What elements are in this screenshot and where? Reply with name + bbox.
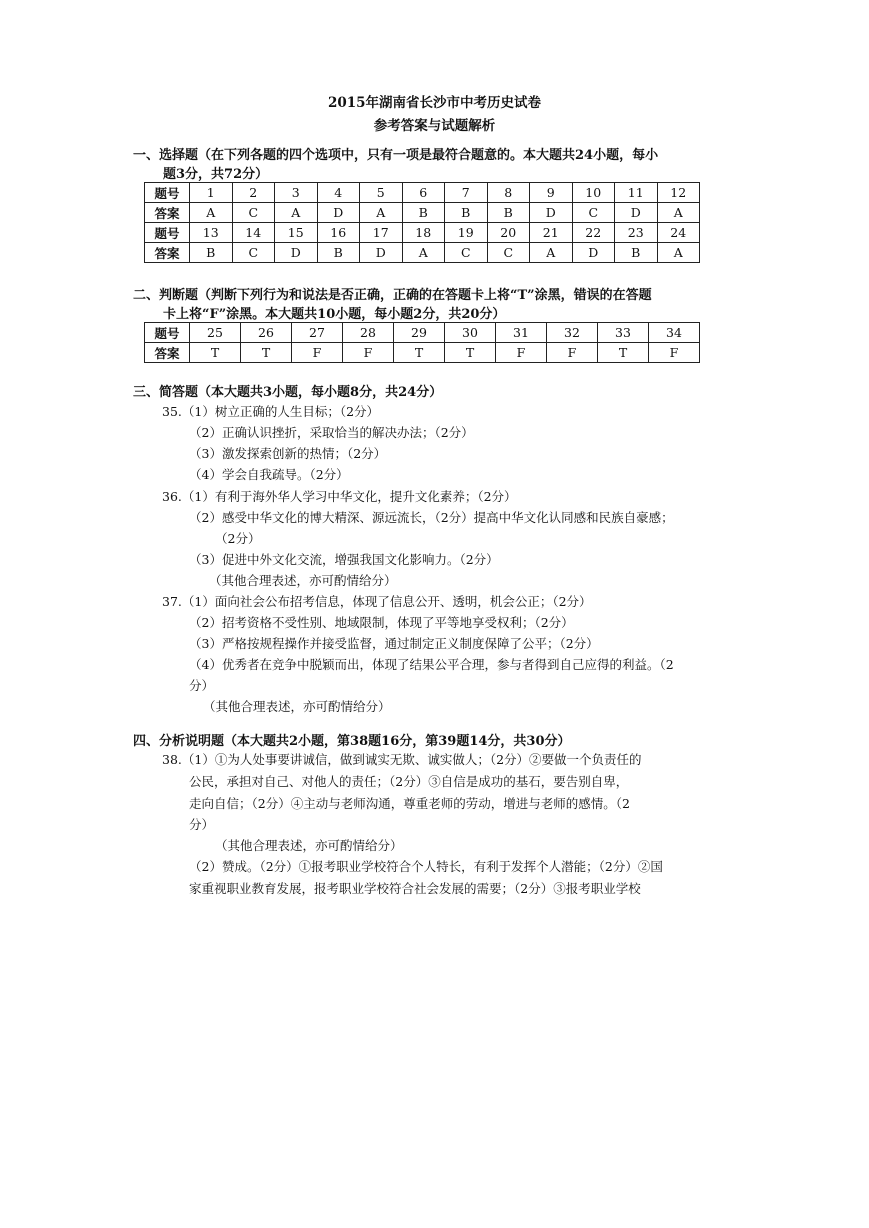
table-cell: 13 <box>190 223 233 243</box>
table-cell: C <box>232 203 275 223</box>
section2-answer-table <box>144 322 700 363</box>
answer-line: 37.（1）面向社会公布招考信息，体现了信息公开、透明，机会公正；（2分） <box>162 594 592 609</box>
section1-answer-table <box>144 182 700 263</box>
table-cell: 1 <box>190 183 233 203</box>
answer-line: 38.（1）①为人处事要讲诚信，做到诚实无欺、诚实做人；（2分）②要做一个负责任的 <box>162 752 642 767</box>
document-title: 2015年湖南省长沙市中考历史试卷 <box>327 95 542 111</box>
table-cell: C <box>572 203 615 223</box>
table-cell: A <box>657 243 700 263</box>
table-row <box>145 343 700 363</box>
answer-note: （其他合理表述，亦可酌情给分） <box>215 838 403 853</box>
table-cell: C <box>445 243 488 263</box>
table-cell: 16 <box>317 223 360 243</box>
row-label: 答案 <box>145 243 190 263</box>
document-subtitle: 参考答案与试题解析 <box>373 118 496 134</box>
table-cell: C <box>487 243 530 263</box>
table-cell: 8 <box>487 183 530 203</box>
row-label: 题号 <box>145 183 190 203</box>
table-cell: 2 <box>232 183 275 203</box>
table-row <box>145 203 700 223</box>
table-cell: 6 <box>402 183 445 203</box>
table-cell: 22 <box>572 223 615 243</box>
table-cell: T <box>241 343 292 363</box>
table-cell: 33 <box>598 323 649 343</box>
row-label: 题号 <box>145 223 190 243</box>
table-cell: 19 <box>445 223 488 243</box>
section3-desc: （本大题共3小题，每小题8分，共24分） <box>198 385 443 400</box>
row-label: 答案 <box>145 203 190 223</box>
table-cell: 23 <box>615 223 658 243</box>
table-cell: 4 <box>317 183 360 203</box>
answer-note: （其他合理表述，亦可酌情给分） <box>203 699 391 714</box>
answer-line: （2分） <box>215 531 261 546</box>
table-cell: B <box>317 243 360 263</box>
section4-desc: （本大题共2小题，第38题16分，第39题14分，共30分） <box>224 734 571 749</box>
table-cell: 26 <box>241 323 292 343</box>
table-cell: F <box>343 343 394 363</box>
table-cell: 25 <box>190 323 241 343</box>
table-cell: 21 <box>530 223 573 243</box>
table-cell: A <box>275 203 318 223</box>
table-cell: D <box>530 203 573 223</box>
section3-heading <box>133 381 442 400</box>
section3-title: 三、简答题 <box>133 385 199 400</box>
section1-desc-line1: （在下列各题的四个选项中，只有一项是最符合题意的。本大题共24小题，每小 <box>198 148 659 163</box>
table-cell: B <box>445 203 488 223</box>
answer-line: 36.（1）有利于海外华人学习中华文化，提升文化素养；（2分） <box>162 489 517 504</box>
table-cell: 7 <box>445 183 488 203</box>
table-cell: 24 <box>657 223 700 243</box>
table-cell: A <box>360 203 403 223</box>
table-cell: D <box>572 243 615 263</box>
answer-line: 分） <box>189 678 215 693</box>
answer-line: （2）招考资格不受性别、地域限制，体现了平等地享受权利；（2分） <box>189 615 574 630</box>
table-cell: C <box>232 243 275 263</box>
answer-line: （3）促进中外文化交流，增强我国文化影响力。（2分） <box>189 552 499 567</box>
table-cell: T <box>445 343 496 363</box>
table-cell: 5 <box>360 183 403 203</box>
answer-line: （2）感受中华文化的博大精深、源远流长，（2分）提高中华文化认同感和民族自豪感； <box>189 510 674 525</box>
table-cell: B <box>402 203 445 223</box>
section1-title: 一、选择题 <box>133 148 199 163</box>
section2-desc-line2: 卡上将“F”涂黑。本大题共10小题，每小题2分，共20分） <box>163 307 506 322</box>
table-cell: 29 <box>394 323 445 343</box>
answer-line: （2）赞成。（2分）①报考职业学校符合个人特长，有利于发挥个人潜能；（2分）②国 <box>189 859 663 874</box>
table-cell: 20 <box>487 223 530 243</box>
table-cell: T <box>394 343 445 363</box>
table-cell: 31 <box>496 323 547 343</box>
table-cell: 3 <box>275 183 318 203</box>
table-cell: 14 <box>232 223 275 243</box>
table-cell: 15 <box>275 223 318 243</box>
answer-line: （4）优秀者在竞争中脱颖而出，体现了结果公平合理，参与者得到自己应得的利益。（2 <box>189 657 674 672</box>
answer-line: （3）严格按规程操作并接受监督，通过制定正义制度保障了公平；（2分） <box>189 636 599 651</box>
table-cell: 17 <box>360 223 403 243</box>
table-cell: 34 <box>649 323 700 343</box>
section1-desc-line2: 题3分，共72分） <box>163 167 269 182</box>
answer-line: （2）正确认识挫折，采取恰当的解决办法；（2分） <box>189 425 474 440</box>
table-cell: D <box>360 243 403 263</box>
table-cell: 18 <box>402 223 445 243</box>
section4-heading <box>133 730 571 749</box>
table-cell: B <box>190 243 233 263</box>
table-cell: T <box>190 343 241 363</box>
table-row <box>145 323 700 343</box>
table-cell: D <box>615 203 658 223</box>
table-cell: 28 <box>343 323 394 343</box>
table-cell: 11 <box>615 183 658 203</box>
row-label: 题号 <box>145 323 190 343</box>
answer-note: （其他合理表述，亦可酌情给分） <box>209 573 397 588</box>
table-cell: 27 <box>292 323 343 343</box>
table-cell: 10 <box>572 183 615 203</box>
table-cell: 32 <box>547 323 598 343</box>
table-cell: 30 <box>445 323 496 343</box>
table-cell: B <box>615 243 658 263</box>
answer-line: 公民，承担对自己、对他人的责任；（2分）③自信是成功的基石，要告别自卑， <box>189 774 629 789</box>
section4-title: 四、分析说明题 <box>133 734 225 749</box>
table-cell: F <box>292 343 343 363</box>
table-cell: F <box>496 343 547 363</box>
table-cell: T <box>598 343 649 363</box>
table-cell: F <box>649 343 700 363</box>
answer-line: 家重视职业教育发展，报考职业学校符合社会发展的需要；（2分）③报考职业学校 <box>189 881 641 896</box>
section1-heading <box>133 144 658 163</box>
table-cell: A <box>530 243 573 263</box>
row-label: 答案 <box>145 343 190 363</box>
answer-line: 35.（1）树立正确的人生目标；（2分） <box>162 404 380 419</box>
table-row <box>145 183 700 203</box>
table-cell: F <box>547 343 598 363</box>
table-cell: D <box>275 243 318 263</box>
section2-heading <box>133 284 652 303</box>
table-cell: 9 <box>530 183 573 203</box>
table-cell: B <box>487 203 530 223</box>
table-cell: A <box>190 203 233 223</box>
table-cell: D <box>317 203 360 223</box>
table-row <box>145 243 700 263</box>
table-cell: 12 <box>657 183 700 203</box>
table-row <box>145 223 700 243</box>
section2-desc-line1: （判断下列行为和说法是否正确，正确的在答题卡上将“T”涂黑，错误的在答题 <box>198 288 652 303</box>
answer-line: 分） <box>189 817 215 832</box>
table-cell: A <box>657 203 700 223</box>
answer-line: （4）学会自我疏导。（2分） <box>189 467 349 482</box>
answer-line: 走向自信；（2分）④主动与老师沟通，尊重老师的劳动，增进与老师的感情。（2 <box>189 796 630 811</box>
section2-title: 二、判断题 <box>133 288 199 303</box>
table-cell: A <box>402 243 445 263</box>
answer-line: （3）激发探索创新的热情；（2分） <box>189 446 387 461</box>
